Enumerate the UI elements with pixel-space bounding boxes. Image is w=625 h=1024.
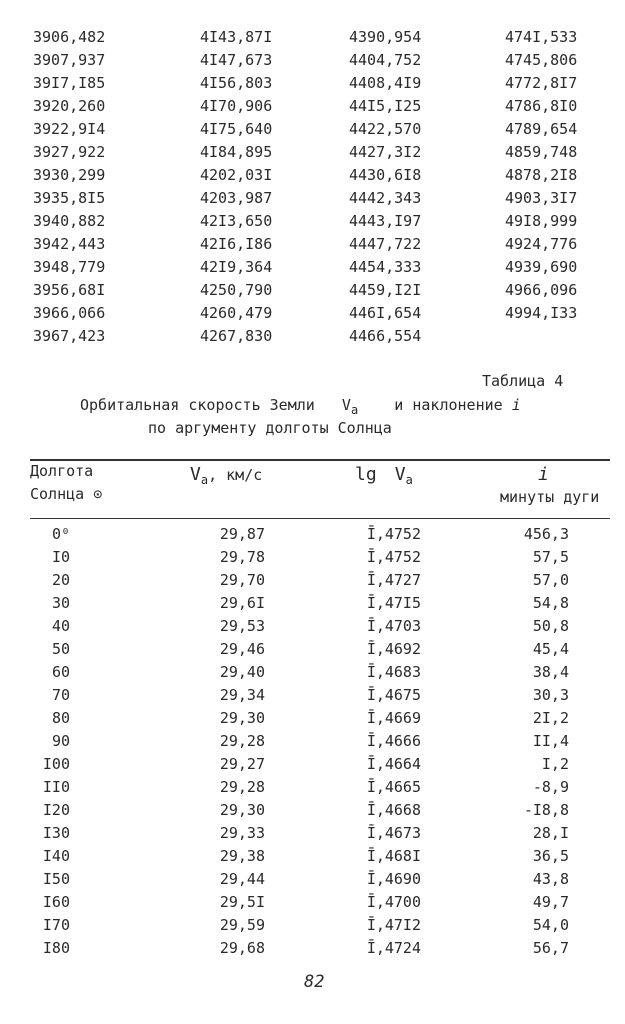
number-list-cell: 42I3,650	[200, 212, 273, 230]
number-list-cell: 3966,066	[33, 304, 106, 322]
table-cell: Ī,4752	[366, 548, 421, 566]
table-row	[0, 937, 625, 960]
table-cell: 38,4	[532, 663, 569, 681]
table-row	[0, 707, 625, 730]
table-cell: 57,5	[532, 548, 569, 566]
table-cell: 29,87	[219, 525, 265, 543]
number-list-row	[0, 302, 625, 325]
table-cell: Ī,4673	[366, 824, 421, 842]
number-list-cell: 4I47,673	[200, 51, 273, 69]
table-cell: Ī,4669	[366, 709, 421, 727]
table-cell: 29,40	[219, 663, 265, 681]
number-list-cell: 4250,790	[200, 281, 273, 299]
number-list-cell: 4459,I2I	[349, 281, 422, 299]
table-caption-line1	[80, 396, 521, 417]
table-cell: 29,68	[219, 939, 265, 957]
table-row	[0, 753, 625, 776]
table-cell: 29,28	[219, 732, 265, 750]
table-cell: 2I,2	[532, 709, 569, 727]
number-list-cell: 4789,654	[505, 120, 578, 138]
number-list-cell: 3935,8I5	[33, 189, 106, 207]
number-list-row	[0, 210, 625, 233]
number-list-cell: 3956,68I	[33, 281, 106, 299]
table-cell: 36,5	[532, 847, 569, 865]
table-cell: I20	[42, 801, 70, 819]
table-cell: 29,27	[219, 755, 265, 773]
number-list-row	[0, 164, 625, 187]
table-row	[0, 776, 625, 799]
table-cell: 29,44	[219, 870, 265, 888]
number-list-row	[0, 141, 625, 164]
number-list-cell: 4745,806	[505, 51, 578, 69]
number-list-row	[0, 187, 625, 210]
table-cell: Ī,4665	[366, 778, 421, 796]
table-row	[0, 822, 625, 845]
caption-text: Орбитальная скорость Земли	[80, 396, 315, 414]
number-list-cell: 4I70,906	[200, 97, 273, 115]
table-cell: 29,46	[219, 640, 265, 658]
table-cell: Ī,4675	[366, 686, 421, 704]
table-cell: I0	[51, 548, 70, 566]
number-list-cell: 3948,779	[33, 258, 106, 276]
number-list-row	[0, 256, 625, 279]
table-cell: 30,3	[532, 686, 569, 704]
table-cell: 29,70	[219, 571, 265, 589]
header-velocity: $V_a$, км/с	[190, 464, 263, 487]
inclination-symbol: i	[511, 396, 521, 414]
table-row	[0, 914, 625, 937]
number-list-cell: 4I75,640	[200, 120, 273, 138]
table-cell: 29,34	[219, 686, 265, 704]
number-list-cell: 3920,260	[33, 97, 106, 115]
number-list-cell: 4443,I97	[349, 212, 422, 230]
number-list-cell: 4939,690	[505, 258, 578, 276]
number-list-cell: 3940,882	[33, 212, 106, 230]
table-row	[0, 684, 625, 707]
table-cell: 29,30	[219, 801, 265, 819]
table-cell: 45,4	[532, 640, 569, 658]
number-list-cell: 4267,830	[200, 327, 273, 345]
table-cell: Ī,4727	[366, 571, 421, 589]
number-list-cell: 446I,654	[349, 304, 422, 322]
table-row	[0, 891, 625, 914]
table-row	[0, 845, 625, 868]
number-list-cell: 4878,2I8	[505, 166, 578, 184]
number-list-cell: 4I84,895	[200, 143, 273, 161]
table-number: Таблица 4	[482, 372, 564, 390]
table-cell: 29,59	[219, 916, 265, 934]
number-list-cell: 4859,748	[505, 143, 578, 161]
table-cell: 40	[51, 617, 70, 635]
number-list-cell: 44I5,I25	[349, 97, 422, 115]
table-cell: 80	[51, 709, 70, 727]
table-cell: 54,8	[532, 594, 569, 612]
table-cell: 29,30	[219, 709, 265, 727]
table-row	[0, 730, 625, 753]
table-cell: Ī,4703	[366, 617, 421, 635]
number-list-cell: 4427,3I2	[349, 143, 422, 161]
number-list-row	[0, 95, 625, 118]
table-row	[0, 638, 625, 661]
number-list-cell: 4966,096	[505, 281, 578, 299]
table-cell: Ī,4666	[366, 732, 421, 750]
table-cell: I70	[42, 916, 70, 934]
number-list-cell: 4390,954	[349, 28, 422, 46]
table-cell: I60	[42, 893, 70, 911]
table-cell: 29,33	[219, 824, 265, 842]
header-longitude-sun: Солнца ⊙	[30, 485, 103, 503]
number-list-cell: 4442,343	[349, 189, 422, 207]
table-cell: 29,38	[219, 847, 265, 865]
header-log-velocity: $\lg V_a$	[355, 464, 413, 487]
table-row	[0, 615, 625, 638]
number-list-row	[0, 72, 625, 95]
number-list-cell: 4924,776	[505, 235, 578, 253]
page-number: 82	[304, 972, 325, 992]
table-cell: I,2	[541, 755, 569, 773]
number-list-cell: 4260,479	[200, 304, 273, 322]
number-list-cell: 4454,333	[349, 258, 422, 276]
table-cell: 54,0	[532, 916, 569, 934]
table-cell: 90	[51, 732, 70, 750]
table-body	[0, 523, 625, 960]
table-row	[0, 868, 625, 891]
table-cell: 70	[51, 686, 70, 704]
table-cell: 50,8	[532, 617, 569, 635]
table-row	[0, 546, 625, 569]
table-cell: 29,5I	[219, 893, 265, 911]
number-list-cell: 49I8,999	[505, 212, 578, 230]
table-cell: 29,78	[219, 548, 265, 566]
number-list-cell: 4202,03I	[200, 166, 273, 184]
number-list-cell: 4903,3I7	[505, 189, 578, 207]
table-cell: 43,8	[532, 870, 569, 888]
header-inclination-unit: минуты дуги	[500, 488, 600, 506]
table-cell: -I8,8	[523, 801, 569, 819]
table-cell: I80	[42, 939, 70, 957]
table-row	[0, 661, 625, 684]
table-row	[0, 523, 625, 546]
number-list-cell: 4I43,87I	[200, 28, 273, 46]
table-row	[0, 799, 625, 822]
table-cell: 20	[51, 571, 70, 589]
header-longitude: Долгота	[30, 462, 94, 480]
number-list-cell: 4203,987	[200, 189, 273, 207]
number-list-cell: 3967,423	[33, 327, 106, 345]
table-cell: 0⁰	[51, 525, 70, 543]
table-cell: I50	[42, 870, 70, 888]
number-list-cell: 4I56,803	[200, 74, 273, 92]
number-list-row	[0, 49, 625, 72]
number-list-row	[0, 26, 625, 49]
table-cell: Ī,47I5	[366, 594, 421, 612]
number-list-cell: 4786,8I0	[505, 97, 578, 115]
number-list-cell: 42I6,I86	[200, 235, 273, 253]
number-list-cell: 474I,533	[505, 28, 578, 46]
table-cell: Ī,4692	[366, 640, 421, 658]
table-cell: 50	[51, 640, 70, 658]
number-list-cell: 3942,443	[33, 235, 106, 253]
table-cell: Ī,4664	[366, 755, 421, 773]
number-list-cell: 42I9,364	[200, 258, 273, 276]
table-cell: 60	[51, 663, 70, 681]
table-cell: 57,0	[532, 571, 569, 589]
table-cell: -8,9	[532, 778, 569, 796]
table-cell: 29,53	[219, 617, 265, 635]
table-cell: Ī,4700	[366, 893, 421, 911]
table-cell: 28,I	[532, 824, 569, 842]
number-list-cell: 4430,6I8	[349, 166, 422, 184]
table-cell: Ī,4690	[366, 870, 421, 888]
table-cell: Ī,4683	[366, 663, 421, 681]
number-list	[0, 26, 625, 348]
number-list-cell: 39I7,I85	[33, 74, 106, 92]
number-list-cell: 3922,9I4	[33, 120, 106, 138]
table-cell: Ī,4724	[366, 939, 421, 957]
velocity-symbol: $V_a$	[341, 396, 359, 417]
table-row	[0, 592, 625, 615]
table-cell: 56,7	[532, 939, 569, 957]
table-cell: Ī,4752	[366, 525, 421, 543]
table-cell: II0	[42, 778, 70, 796]
table-cell: 29,6I	[219, 594, 265, 612]
number-list-cell: 3906,482	[33, 28, 106, 46]
number-list-cell: 3927,922	[33, 143, 106, 161]
table-cell: I40	[42, 847, 70, 865]
table-cell: 30	[51, 594, 70, 612]
table-cell: Ī,47I2	[366, 916, 421, 934]
number-list-cell: 4447,722	[349, 235, 422, 253]
number-list-cell: 3930,299	[33, 166, 106, 184]
table-cell: 456,3	[523, 525, 569, 543]
number-list-row	[0, 233, 625, 256]
number-list-row	[0, 118, 625, 141]
table-row	[0, 569, 625, 592]
number-list-cell: 4772,8I7	[505, 74, 578, 92]
header-inclination: i	[538, 464, 549, 485]
table-cell: II,4	[532, 732, 569, 750]
table-cell: I30	[42, 824, 70, 842]
number-list-cell: 3907,937	[33, 51, 106, 69]
table-cell: 29,28	[219, 778, 265, 796]
table-top-rule	[30, 459, 610, 461]
number-list-row	[0, 279, 625, 302]
number-list-cell: 4422,570	[349, 120, 422, 138]
table-cell: Ī,4668	[366, 801, 421, 819]
caption-text-2: и наклонение	[394, 396, 503, 414]
table-cell: Ī,468I	[366, 847, 421, 865]
table-cell: 49,7	[532, 893, 569, 911]
table-cell: I00	[42, 755, 70, 773]
number-list-cell: 4408,4I9	[349, 74, 422, 92]
number-list-cell: 4994,I33	[505, 304, 578, 322]
table-caption-line2: по аргументу долготы Солнца	[148, 419, 392, 437]
number-list-cell: 4404,752	[349, 51, 422, 69]
number-list-cell: 4466,554	[349, 327, 422, 345]
number-list-row	[0, 325, 625, 348]
table-header-rule	[30, 518, 610, 519]
